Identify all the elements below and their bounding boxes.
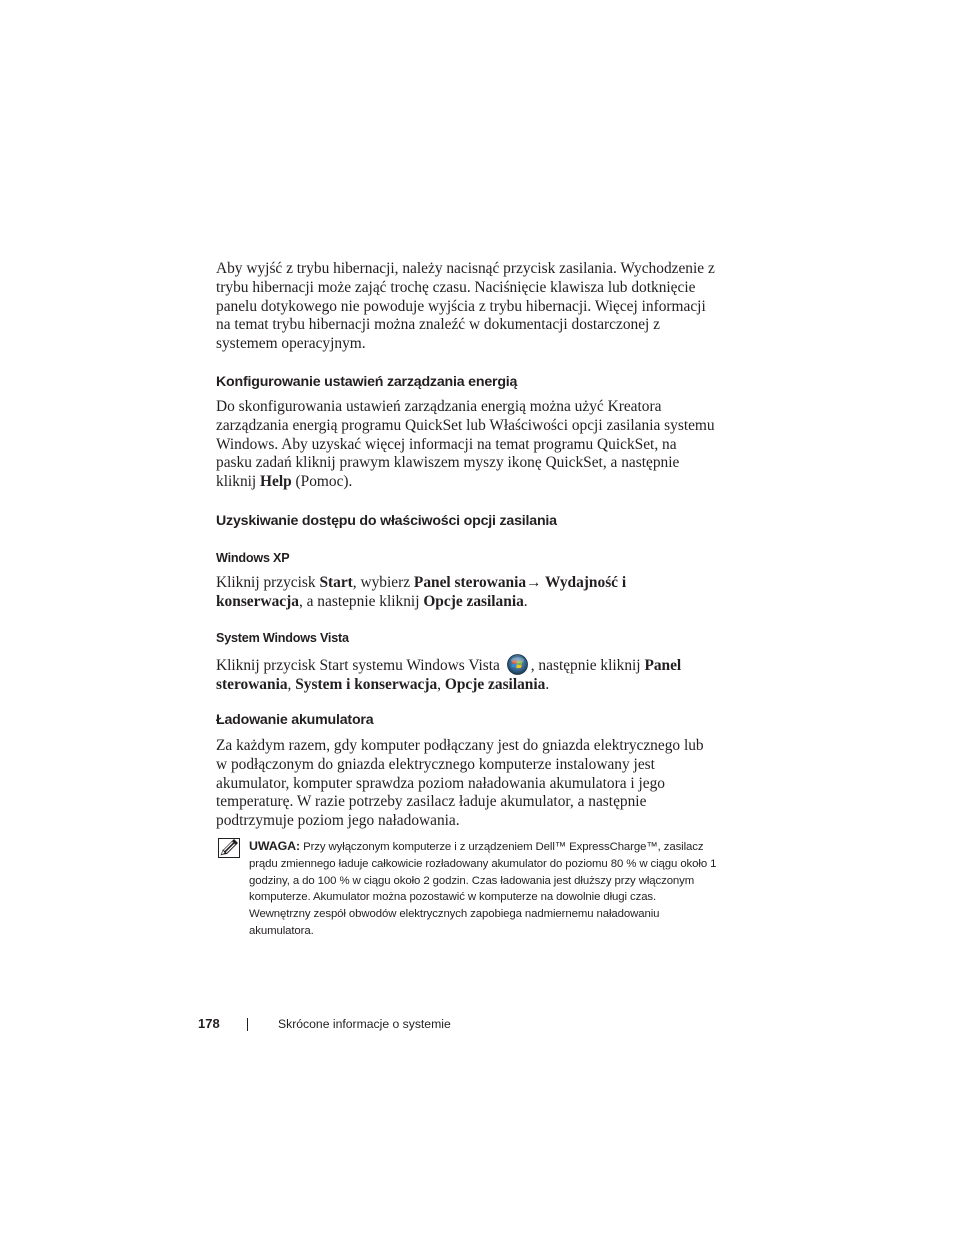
- xp-text-3: , a nastepnie kliknij: [298, 592, 424, 610]
- xp-power-options-term: Opcje zasilania: [423, 592, 524, 610]
- help-term: Help: [260, 473, 292, 491]
- heading-battery-charging: Ładowanie akumulatora: [216, 712, 374, 728]
- vista-system-maintenance-term: System i konserwacja: [295, 675, 438, 693]
- pencil-note-icon: [218, 838, 240, 858]
- note-label: UWAGA:: [249, 839, 301, 853]
- heading-power-management-settings: Konfigurowanie ustawień zarządzania energią: [216, 374, 518, 390]
- xp-text-4: .: [523, 592, 528, 610]
- footer-title: Skrócone informacje o systemie: [278, 1017, 451, 1031]
- heading-power-options-access: Uzyskiwanie dostępu do właściwości opcji zasilania: [216, 513, 557, 529]
- vista-text-2: , następnie kliknij: [530, 657, 645, 674]
- intro-paragraph: Aby wyjść z trybu hibernacji, należy nacisnąć przycisk zasilania. Wychodzenie z trybu hibernacji może zająć trochę czasu. Naciśnięcie klawisza lub dotknięcie panelu dotykowego nie powoduje wyjścia z trybu hibernacji. Więcej informacji na temat trybu hibernacji można znaleźć w dokumentacji dostarczonej z systemem operacyjnym.: [216, 260, 715, 353]
- vista-control-panel-term: Panel sterowania: [216, 657, 682, 693]
- xp-text-1: Kliknij przycisk: [216, 574, 320, 591]
- xp-control-panel-term: Panel sterowania: [413, 574, 527, 591]
- help-translation: (Pomoc).: [291, 473, 353, 491]
- xp-start-term: Start: [319, 574, 353, 591]
- battery-charging-paragraph: Za każdym razem, gdy komputer podłączany jest do gniazda elektrycznego lub w podłączonym do gniazda elektrycznego komputerze instalowany jest akumulator, komputer sprawdza poziom naładowania akumulatora i jego temperaturę. W razie potrzeby zasilacz ładuje akumulator, a następnie podtrzymuje poziom jego naładowania.: [216, 737, 704, 830]
- xp-arrow: →: [526, 574, 542, 591]
- heading-windows-vista: System Windows Vista: [216, 631, 349, 645]
- vista-text-3: ,: [287, 675, 296, 693]
- power-management-paragraph: [216, 398, 716, 492]
- vista-power-options-term: Opcje zasilania: [444, 675, 546, 693]
- windows-xp-instructions: [216, 574, 716, 612]
- vista-text-4: ,: [437, 675, 445, 693]
- vista-text-1: Kliknij przycisk Start systemu Windows Vista: [216, 657, 504, 674]
- heading-windows-xp: Windows XP: [216, 551, 290, 565]
- xp-text-2: , wybierz: [352, 574, 414, 591]
- windows-vista-start-icon: [507, 654, 528, 675]
- vista-text-5: .: [545, 675, 550, 693]
- note-text: [249, 838, 719, 940]
- note-body: Przy wyłączonym komputerze i z urządzeniem Dell™ ExpressCharge™, zasilacz prądu zmiennego ładuje całkowicie rozładowany akumulator do poziomu 80 % w ciągu około 1 godziny, a do 100 % w ciągu około 2 godzin. Czas ładowania jest dłuższy przy włączonym komputerze. Akumulator można pozostawić w komputerze na dowolnie długi czas. Wewnętrzny zespół obwodów elektrycznych zapobiega nadmiernemu naładowaniu akumulatora.: [249, 841, 717, 937]
- xp-performance-term: Wydajność i konserwacja: [216, 574, 627, 610]
- windows-vista-instructions: [216, 654, 716, 695]
- page-number: 178: [198, 1016, 220, 1031]
- footer-separator: [247, 1018, 248, 1031]
- power-management-text: Do skonfigurowania ustawień zarządzania energią można użyć Kreatora zarządzania energią programu QuickSet lub Właściwości opcji zasilania systemu Windows. Aby uzyskać więcej informacji na temat programu QuickSet, na pasku zadań kliknij prawym klawiszem myszy ikonę QuickSet, a następnie kliknij: [216, 398, 715, 491]
